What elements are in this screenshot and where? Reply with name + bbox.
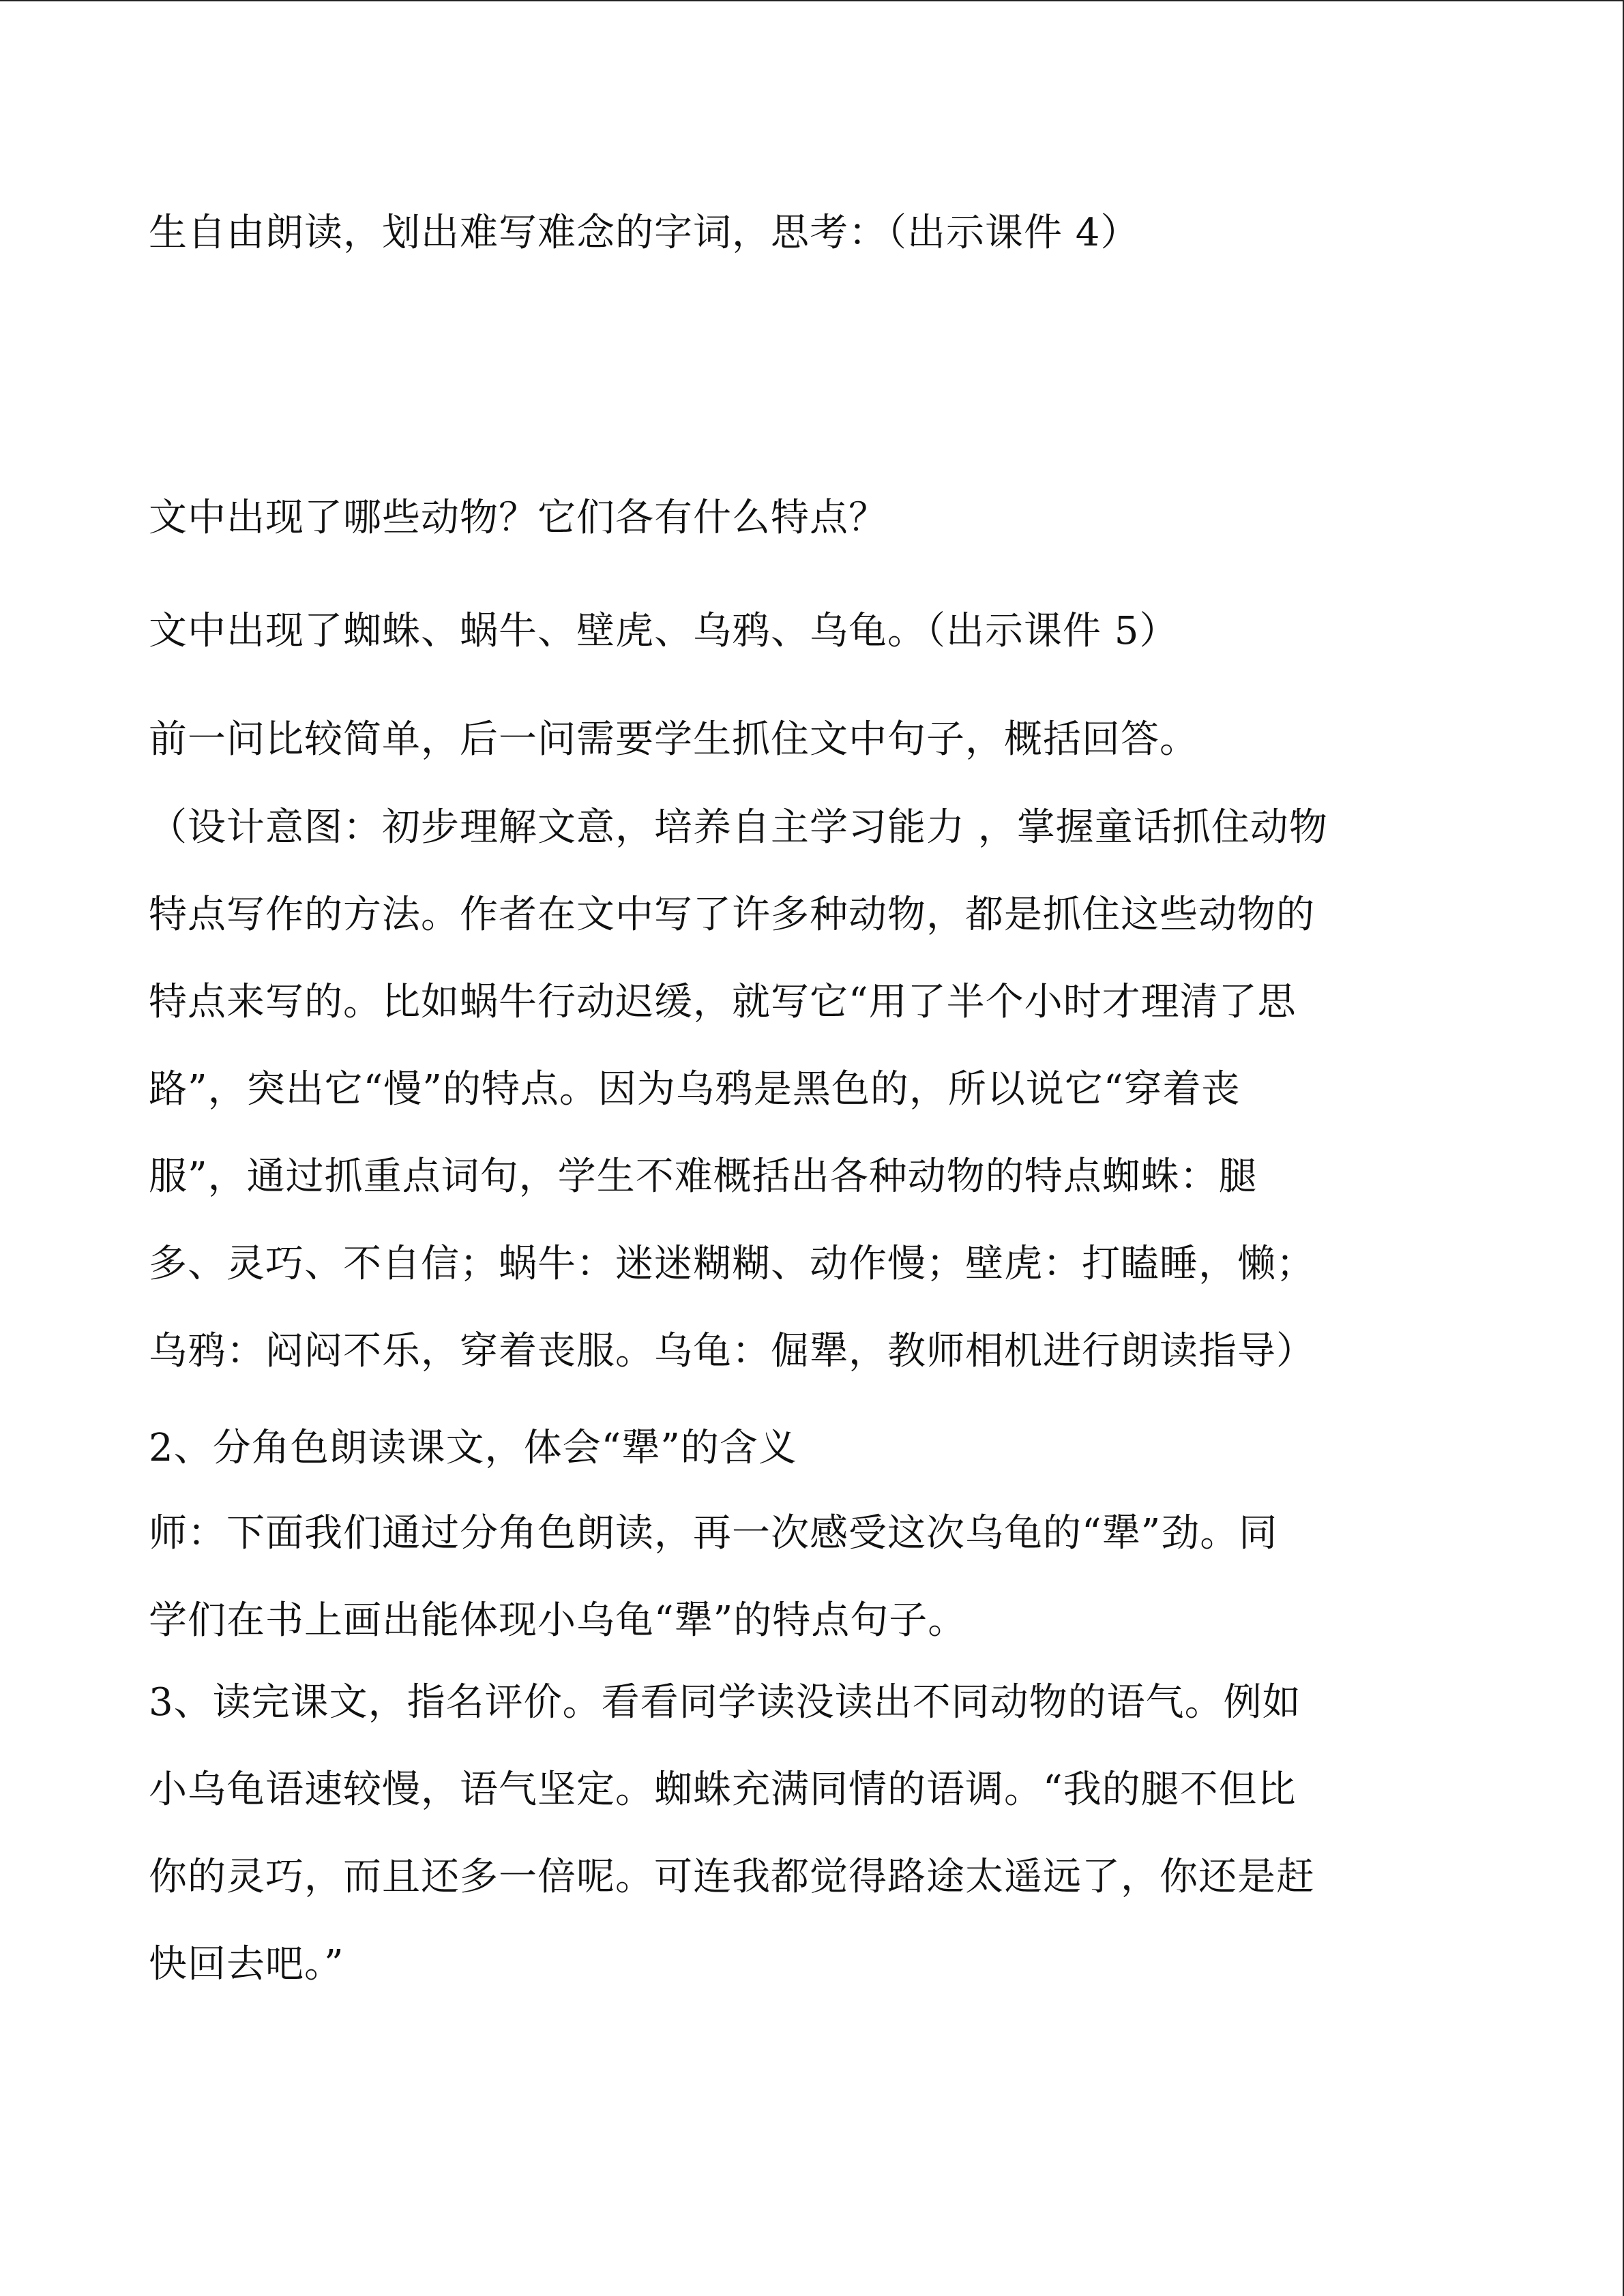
paragraph-answer-animals: 文中出现了蜘蛛、蜗牛、壁虎、乌鸦、乌龟。（出示课件 5）: [149, 609, 1179, 653]
paragraph-question-animals: 文中出现了哪些动物？它们各有什么特点？: [149, 496, 887, 540]
design-intent-line: 多、灵巧、不自信；蜗牛：迷迷糊糊、动作慢；壁虎：打瞌睡，懒；: [149, 1242, 1315, 1286]
evaluation-line: 你的灵巧，而且还多一倍呢。可连我都觉得路途太遥远了，你还是赶: [149, 1855, 1315, 1899]
design-intent-line: 特点来写的。比如蜗牛行动迟缓，就写它“用了半个小时才理清了思: [149, 980, 1297, 1024]
paragraph-design-intent: [149, 784, 1486, 1395]
teacher-instruction-line: 师：下面我们通过分角色朗读，再一次感受这次乌龟的“犟”劲。同: [149, 1511, 1278, 1555]
paragraph-note-questions: 前一问比较简单，后一问需要学生抓住文中句子，概括回答。: [149, 717, 1198, 762]
paragraph-teacher-instruction: [149, 1490, 1486, 1665]
evaluation-line: 小乌龟语速较慢，语气坚定。蜘蛛充满同情的语调。“我的腿不但比: [149, 1768, 1297, 1812]
design-intent-line: （设计意图：初步理解文意，培养自主学习能力 ，掌握童话抓住动物: [149, 805, 1328, 850]
design-intent-line: 乌鸦：闷闷不乐，穿着丧服。乌龟：倔犟，教师相机进行朗读指导）: [149, 1329, 1315, 1373]
paragraph-instruction-read: 生自由朗读，划出难写难念的字词，思考：（出示课件 4）: [149, 211, 1140, 255]
design-intent-line: 服”，通过抓重点词句，学生不难概括出各种动物的特点蜘蛛：腿: [149, 1154, 1258, 1199]
design-intent-line: 路”，突出它“慢”的特点。因为乌鸦是黑色的，所以说它“穿着丧: [149, 1067, 1241, 1112]
evaluation-line: 3、读完课文，指名评价。看看同学读没读出不同动物的语气。例如: [149, 1680, 1301, 1725]
teacher-instruction-line: 学们在书上画出能体现小乌龟“犟”的特点句子。: [149, 1598, 967, 1643]
paragraph-evaluation: [149, 1659, 1486, 2008]
design-intent-line: 特点写作的方法。作者在文中写了许多种动物，都是抓住这些动物的: [149, 893, 1315, 937]
evaluation-line: 快回去吧。”: [149, 1942, 344, 1986]
paragraph-role-reading-heading: 2、分角色朗读课文，体会“犟”的含义: [149, 1426, 797, 1470]
